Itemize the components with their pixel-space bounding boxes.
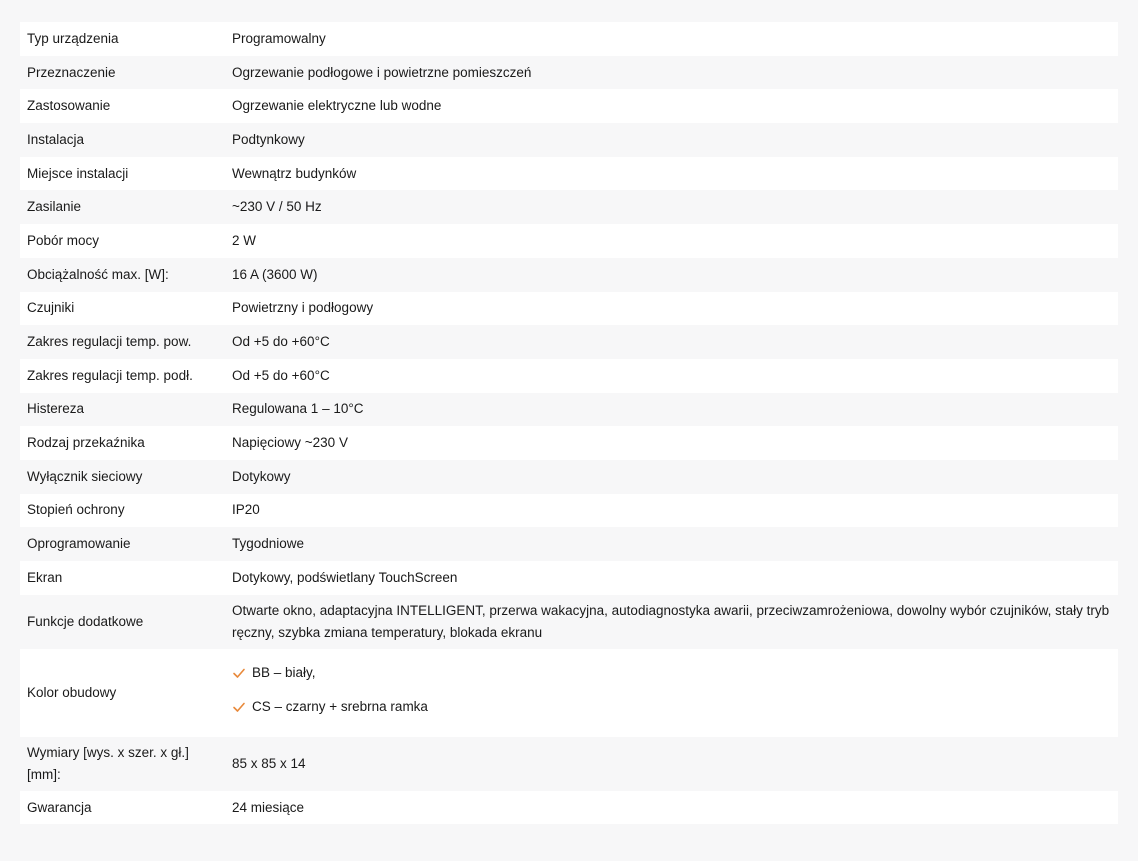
spec-value	[225, 649, 1118, 737]
spec-row-max-load	[20, 258, 1118, 292]
spec-row-dimensions	[20, 737, 1118, 791]
spec-row-purpose	[20, 56, 1118, 90]
spec-row-installation-place	[20, 157, 1118, 191]
spec-label: Wymiary [wys. x szer. x gł.] [mm]:	[20, 737, 225, 791]
spec-value: Napięciowy ~230 V	[225, 426, 1118, 460]
spec-label: Miejsce instalacji	[20, 157, 225, 191]
spec-row-power-consumption	[20, 224, 1118, 258]
spec-value: 24 miesiące	[225, 791, 1118, 825]
spec-value: Ogrzewanie elektryczne lub wodne	[225, 89, 1118, 123]
spec-label: Wyłącznik sieciowy	[20, 460, 225, 494]
spec-value: Od +5 do +60°C	[225, 325, 1118, 359]
spec-label: Instalacja	[20, 123, 225, 157]
spec-label: Funkcje dodatkowe	[20, 595, 225, 649]
spec-label: Pobór mocy	[20, 224, 225, 258]
spec-value: Dotykowy, podświetlany TouchScreen	[225, 561, 1118, 595]
color-option-label: BB – biały,	[252, 664, 316, 680]
spec-label: Kolor obudowy	[20, 649, 225, 737]
spec-row-air-temp-range	[20, 325, 1118, 359]
spec-row-power-switch	[20, 460, 1118, 494]
spec-row-installation	[20, 123, 1118, 157]
spec-row-floor-temp-range	[20, 359, 1118, 393]
spec-value: IP20	[225, 494, 1118, 528]
spec-label: Przeznaczenie	[20, 56, 225, 90]
spec-row-relay-type	[20, 426, 1118, 460]
spec-label: Zakres regulacji temp. podł.	[20, 359, 225, 393]
spec-value: Powietrzny i podłogowy	[225, 292, 1118, 326]
spec-label: Zastosowanie	[20, 89, 225, 123]
spec-value: ~230 V / 50 Hz	[225, 190, 1118, 224]
list-item	[232, 656, 1118, 690]
spec-label: Ekran	[20, 561, 225, 595]
spec-value: Otwarte okno, adaptacyjna INTELLIGENT, przerwa wakacyjna, autodiagnostyka awarii, przeciwzamrożeniowa, dowolny wybór czujników, stały tryb ręczny, szybka zmiana temperatury, blokada ekranu	[225, 595, 1118, 649]
list-item	[232, 690, 1118, 724]
spec-value: 16 A (3600 W)	[225, 258, 1118, 292]
spec-value: Dotykowy	[225, 460, 1118, 494]
spec-row-application	[20, 89, 1118, 123]
spec-label: Obciążalność max. [W]:	[20, 258, 225, 292]
spec-value: Od +5 do +60°C	[225, 359, 1118, 393]
spec-value: 2 W	[225, 224, 1118, 258]
spec-value: 85 x 85 x 14	[225, 737, 1118, 791]
spec-label: Zasilanie	[20, 190, 225, 224]
spec-row-screen	[20, 561, 1118, 595]
color-options-list	[232, 656, 1118, 724]
spec-row-protection-rating	[20, 494, 1118, 528]
spec-row-extra-functions	[20, 595, 1118, 649]
spec-row-warranty	[20, 791, 1118, 825]
spec-value: Podtynkowy	[225, 123, 1118, 157]
spec-label: Zakres regulacji temp. pow.	[20, 325, 225, 359]
spec-value: Programowalny	[225, 22, 1118, 56]
check-icon	[232, 700, 246, 714]
spec-value: Regulowana 1 – 10°C	[225, 393, 1118, 427]
spec-row-housing-color	[20, 649, 1118, 737]
spec-label: Oprogramowanie	[20, 527, 225, 561]
spec-row-sensors	[20, 292, 1118, 326]
spec-row-hysteresis	[20, 393, 1118, 427]
spec-row-power-supply	[20, 190, 1118, 224]
spec-value: Wewnątrz budynków	[225, 157, 1118, 191]
spec-label: Rodzaj przekaźnika	[20, 426, 225, 460]
spec-label: Gwarancja	[20, 791, 225, 825]
spec-label: Histereza	[20, 393, 225, 427]
spec-value: Tygodniowe	[225, 527, 1118, 561]
spec-value: Ogrzewanie podłogowe i powietrzne pomieszczeń	[225, 56, 1118, 90]
spec-table	[20, 22, 1118, 824]
spec-label: Stopień ochrony	[20, 494, 225, 528]
check-icon	[232, 666, 246, 680]
spec-row-software	[20, 527, 1118, 561]
spec-label: Typ urządzenia	[20, 22, 225, 56]
spec-label: Czujniki	[20, 292, 225, 326]
spec-row-device-type	[20, 22, 1118, 56]
color-option-label: CS – czarny + srebrna ramka	[252, 698, 428, 714]
